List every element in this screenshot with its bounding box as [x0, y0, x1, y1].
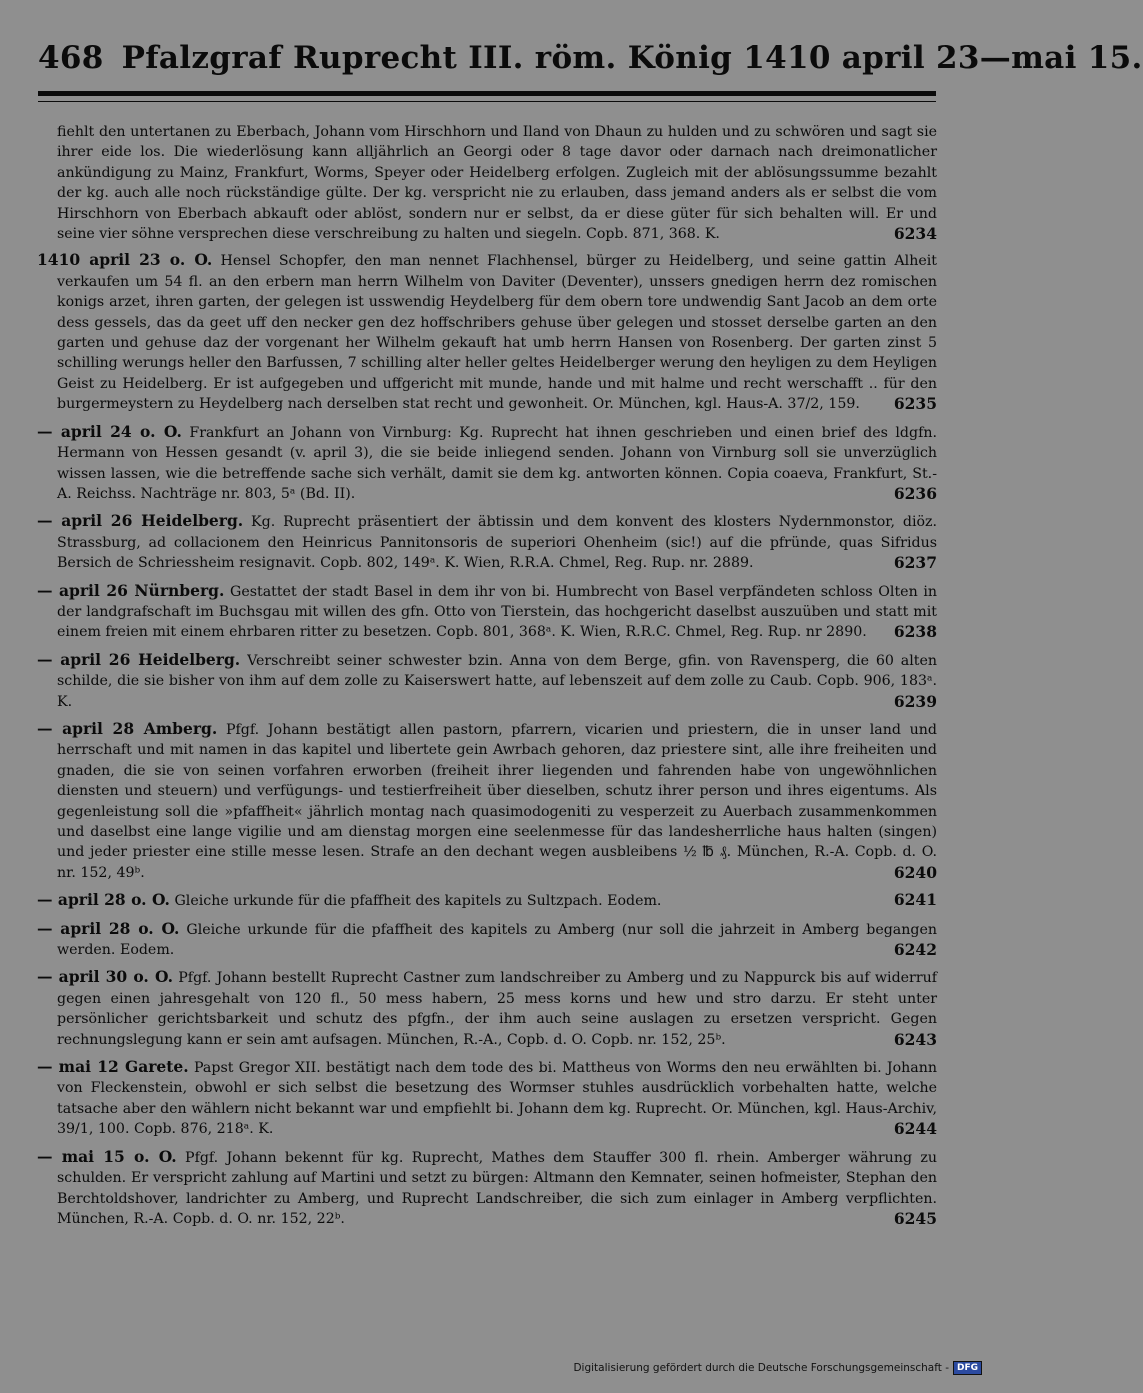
entry-text: Pfgf. Johann bestätigt allen pastorn, pfarrern, vicarien und priestern, die in unser land und herrschaft und mit namen in das kapitel und libertete gein Awrbach gehoren, daz priestere sint, alle ihre freiheiten und gnaden, die sie von seinen vorfahren erworben (freiheit ihrer liegenden und fahrenden habe von ungewöhnlichen diensten und steuern) und verfügungs- und testierfreiheit über dieselben, schutz ihrer person und ihres eigentums. Als gegenleistung soll die »pfaffheit« jährlich montag nach quasimodogeniti zu vesperzeit zu Auerbach zusammenkommen und daselbst eine lange vigilie und am dienstag morgen eine seelenmesse für das landesherrliche haus halten (singen) und jeder priester eine stille messe lesen. Strafe an den dechant wegen ausbleibens ½ ℔ ₰. München, R.-A. Copb. d. O. nr. 152, 49ᵇ. — [57, 721, 938, 881]
footer — [573, 1361, 982, 1375]
entry-number: 6238 — [893, 622, 937, 642]
entry-text: fiehlt den untertanen zu Eberbach, Johann vom Hirschhorn und Iland von Dhaun zu hulden und zu schwören und sagt sie ihrer eide los. Die wiederlösung kann alljährlich an Georgi oder 8 tage davor oder darnach nach dreimonatlicher ankündigung zu Mainz, Frankfurt, Worms, Speyer oder Heidelberg erfolgen. Zugleich mit der ablösungssumme bezahlt der kg. auch alle noch rückständige gülte. Der kg. verspricht nie zu erlauben, dass jemand anders als er selbst die vom Hirschhorn von Eberbach abkauft oder ablöst, sondern nur er selbst, da er diese güter für sich behalten will. Er und seine vier söhne versprechen diese verschreibung zu halten und siegeln. Copb. 871, 368. K. — [57, 124, 937, 243]
regest-entry — [37, 580, 937, 643]
regest-entry — [37, 421, 937, 505]
entry-text: Pfgf. Johann bekennt für kg. Ruprecht, Mathes dem Stauffer 300 fl. rhein. Amberger währung zu schulden. Er verspricht zahlung auf Martini und setzt zu bürgen: Altmann den Kemnater, seinen hofmeister, Stephan den Berchtoldshover, landrichter zu Amberg, und Ruprecht Landschreiber, die sich zum einlager in Amberg verpflichten. München, R.-A. Copb. d. O. nr. 152, 22ᵇ. — [57, 1149, 937, 1227]
entry-number: 6235 — [893, 394, 937, 414]
entry-dateline: — april 26 Heidelberg. — [37, 511, 244, 531]
regest-entry — [37, 649, 937, 712]
entry-number: 6243 — [893, 1029, 937, 1049]
entry-dateline: — mai 15 o. O. — [37, 1146, 177, 1166]
entry-number: 6236 — [893, 483, 937, 503]
entry-number: 6240 — [893, 862, 937, 882]
footer-text: Digitalisierung gefördert durch die Deutsche Forschungsgemeinschaft - — [573, 1362, 949, 1374]
regest-entry — [37, 511, 938, 573]
entry-dateline: — april 30 o. O. — [37, 967, 173, 987]
entry-text: Hensel Schopfer, den man nennet Flachhensel, bürger zu Heidelberg, und seine gattin Alheit verkaufen um 54 fl. an den erbern man herrn Wilhelm von Daviter (Deventer), unssers gnedigen herrn dez romischen konigs arzet, ihren garten, der gelegen ist usswendig Heydelberg für dem obern tore undwendig Sant Jacob an dem orte dess gessels, das da geet uff den necker gen dez hoffschribers gehuse über gelegen und stosset derselbe garten an den garten und gehuse daz der vorgenant her Wilhelm gekauft hat umb herrn Hansen von Rosenberg. Der garten zinst 5 schilling werungs heller den Barfussen, 7 schilling alter heller geltes Heidelberger werung den heyligen zu dem Heyligen Geist zu Heidelberg. Er ist aufgegeben und uffgericht mit munde, hande und mit halme und recht werschafft .. für den burgermeystern zu Heydelberg nach derselben stat recht und gewonheit. Or. München, kgl. Haus-A. 37/2, 159. — [57, 253, 937, 413]
entry-number: 6241 — [893, 890, 937, 910]
regest-entry — [57, 122, 937, 244]
header-rule-thin — [38, 101, 936, 102]
entry-text: Verschreibt seiner schwester bzin. Anna von dem Berge, gfin. von Ravensperg, die 60 alten schilde, die sie bisher von ihm auf dem zolle zu Kaiserswert hatte, auf lebenszeit auf dem zolle zu Caub. Copb. 906, 183ᵃ. K. — [57, 652, 937, 710]
entry-number: 6245 — [893, 1208, 937, 1228]
regest-entry — [37, 918, 938, 961]
entry-dateline: — mai 12 Garete. — [37, 1057, 189, 1077]
page-number: 468 — [38, 40, 104, 76]
entry-text: Frankfurt an Johann von Virnburg: Kg. Ruprecht hat ihnen geschrieben und einen brief des ldgfn. Hermann von Hessen gesandt (v. april 3), die sie beide inliegend senden. Johann von Virnburg soll sie unverzüglich wissen lassen, wie die betreffende sache sich verhält, damit sie dem kg. antworten können. Copia coaeva, Frankfurt, St.-A. Reichss. Nachträge nr. 803, 5ᵃ (Bd. II). — [57, 424, 937, 502]
regest-entry — [37, 718, 938, 883]
regest-entry — [37, 967, 937, 1050]
entry-number: 6239 — [893, 691, 937, 711]
entry-number: 6244 — [893, 1119, 937, 1139]
page-header — [38, 40, 1143, 76]
header-rule-thick — [38, 91, 936, 96]
regest-entry — [37, 890, 937, 911]
entry-number: 6237 — [893, 553, 937, 573]
entry-text: Papst Gregor XII. bestätigt nach dem tode des bi. Mattheus von Worms den neu erwählten bi. Johann von Fleckenstein, obwohl er sich selbst die besetzung des Wormser stuhles ausdrücklich vorbehalten hatte, welche tatsache aber den wählern nicht bekannt war und empfiehlt bi. Johann dem kg. Ruprecht. Or. München, kgl. Haus-Archiv, 39/1, 100. Copb. 876, 218ᵃ. K. — [57, 1060, 937, 1138]
entry-text: Gleiche urkunde für die pfaffheit des kapitels zu Sultzpach. Eodem. — [174, 893, 662, 910]
entry-dateline: — april 26 Heidelberg. — [37, 649, 241, 669]
regesta-entries — [37, 122, 938, 1236]
entry-number: 6234 — [893, 224, 937, 244]
regest-entry — [37, 1057, 937, 1140]
entry-dateline: — april 26 Nürnberg. — [37, 580, 225, 600]
regest-entry — [37, 1146, 937, 1230]
entry-dateline: 1410 april 23 o. O. — [37, 250, 213, 270]
entry-number: 6242 — [893, 940, 937, 960]
regest-entry — [37, 250, 937, 414]
entry-text: Pfgf. Johann bestellt Ruprecht Castner zum landschreiber zu Amberg und zu Nappurck bis auf widerruf gegen einen jahresgehalt von 120 fl., 50 mess habern, 25 mess korns und hew und stro darzu. Er steht unter persönlicher gerichtsbarkeit und schutz des pfgfn., der ihm auch seine auslagen zu ersetzen verspricht. Gegen rechnungslegung kann er sein amt aufsagen. München, R.-A., Copb. d. O. Copb. nr. 152, 25ᵇ. — [57, 970, 937, 1048]
dfg-logo: DFG — [953, 1361, 982, 1375]
page-title: Pfalzgraf Ruprecht III. röm. König 1410 april 23—mai 15. — [121, 40, 1143, 76]
entry-dateline: — april 28 Amberg. — [37, 718, 218, 738]
entry-text: Kg. Ruprecht präsentiert der äbtissin und dem konvent des klosters Nydernmonstor, diöz. Strassburg, ad collacionem den Heinricus Pannitonsoris de superiori Ohenheim (sic!) auf die pfründe, quas Sifridus Bersich de Schriessheim resignavit. Copb. 802, 149ᵃ. K. Wien, R.R.A. Chmel, Reg. Rup. nr. 2889. — [57, 514, 938, 572]
entry-text: Gestattet der stadt Basel in dem ihr von bi. Humbrecht von Basel verpfändeten schloss Olten in der landgrafschaft im Buchsgau mit willen des gfn. Otto von Tierstein, das hochgericht daselbst auszuüben und statt mit einem freien mit einem ehrbaren ritter zu besetzen. Copb. 801, 368ᵃ. K. Wien, R.R.C. Chmel, Reg. Rup. nr 2890. — [57, 583, 937, 641]
entry-dateline: — april 28 o. O. — [37, 918, 180, 938]
entry-text: Gleiche urkunde für die pfaffheit des kapitels zu Amberg (nur soll die jahrzeit in Amberg begangen werden. Eodem. — [57, 921, 938, 959]
entry-dateline: — april 28 o. O. — [37, 890, 170, 910]
entry-dateline: — april 24 o. O. — [37, 421, 182, 441]
